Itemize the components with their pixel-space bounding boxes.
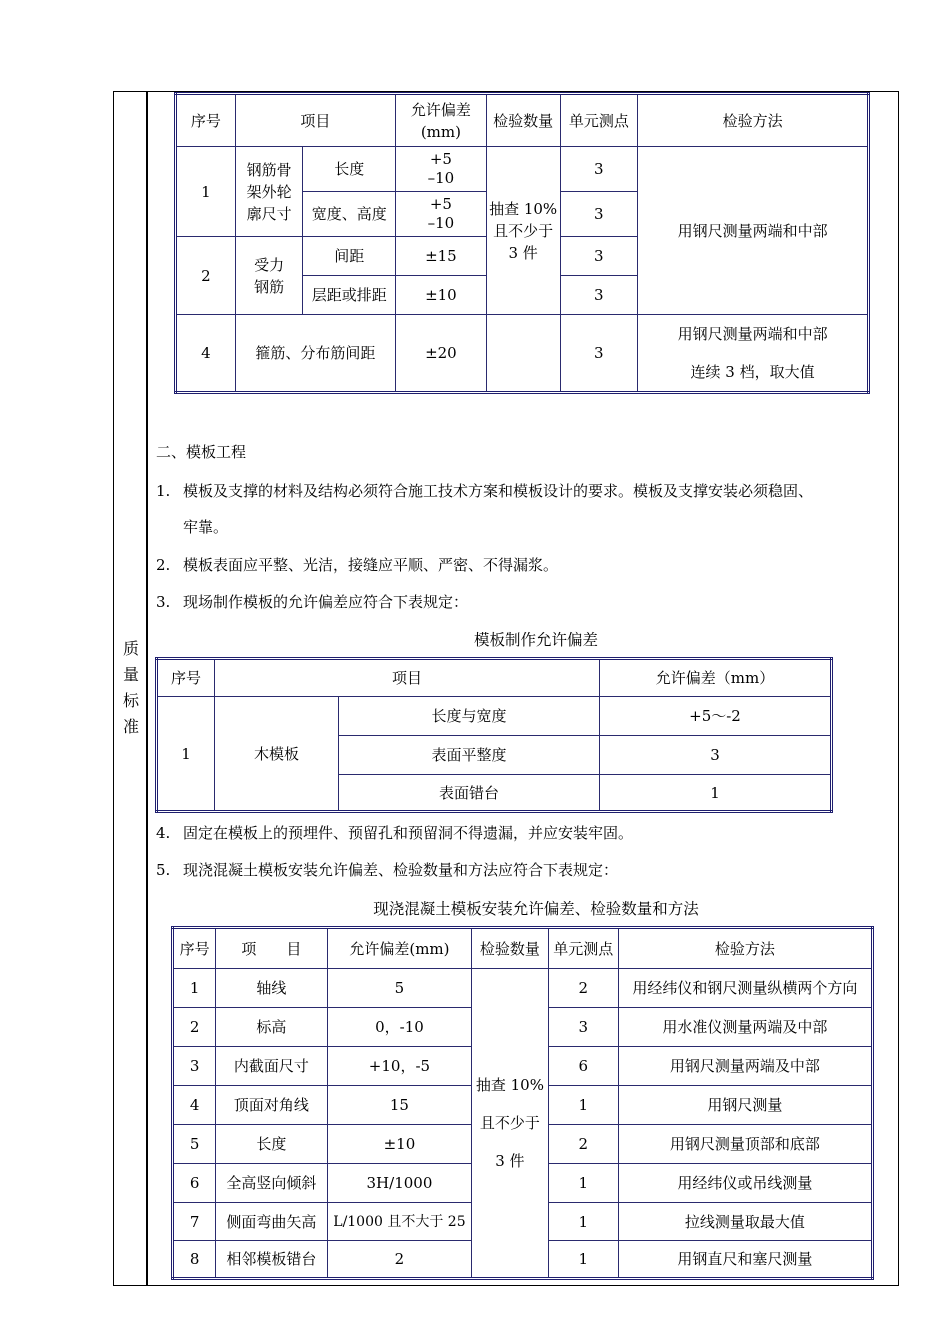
paragraph-4: 固定在模板上的预埋件、预留孔和预留洞不得遗漏，并应安装牢固。: [183, 824, 634, 842]
item-number: 2.: [156, 556, 171, 574]
header-qty: 检验数量: [486, 94, 560, 147]
header-points: 单元测点: [560, 94, 638, 147]
paragraph-5: 现浇混凝土模板安装允许偏差、检验数量和方法应符合下表规定：: [183, 861, 619, 879]
row-no: 5: [173, 1125, 216, 1164]
row-no: 4: [176, 315, 236, 393]
paragraph-2: 模板表面应平整、光洁，接缝应平顺、严密、不得漏浆。: [183, 556, 559, 574]
row-tolerance: ±20: [396, 315, 487, 393]
row-tolerance: ±10: [327, 1125, 472, 1164]
row-item: 长度: [216, 1125, 327, 1164]
header-no: 序号: [173, 928, 216, 969]
header-no: 序号: [176, 94, 236, 147]
row-tolerance: L/1000 且不大于 25: [327, 1203, 472, 1241]
header-method: 检验方法: [638, 94, 869, 147]
table2-caption: 模板制作允许偏差: [473, 631, 598, 649]
row-points: 1: [548, 1241, 618, 1279]
item-number: 4.: [156, 824, 171, 842]
row-tolerance: +10，-5: [327, 1047, 472, 1086]
row-no: 1: [157, 697, 215, 812]
row-item: 全高竖向倾斜: [216, 1164, 327, 1203]
row-item: 间距: [303, 237, 396, 276]
row-points: 6: [548, 1047, 618, 1086]
row-item: 轴线: [216, 969, 327, 1008]
item-number: 5.: [156, 861, 171, 879]
row-points: 2: [548, 969, 618, 1008]
row-points: 3: [560, 192, 638, 237]
row-method: 用经纬仪和钢尺测量纵横两个方向: [618, 969, 872, 1008]
row-qty-empty: [486, 315, 560, 393]
row-tolerance: +5～-2: [600, 697, 832, 736]
row-tolerance: 3: [600, 736, 832, 775]
row-item: 层距或排距: [303, 276, 396, 315]
row-method: 用经纬仪或吊线测量: [618, 1164, 872, 1203]
row-item: 表面错台: [339, 775, 600, 812]
row-points: 1: [548, 1203, 618, 1241]
row-group: 钢筋骨 架外轮 廓尺寸: [235, 147, 303, 237]
row-points: 2: [548, 1125, 618, 1164]
row-tolerance: ±15: [396, 237, 487, 276]
row-item: 表面平整度: [339, 736, 600, 775]
header-tolerance: 允许偏差（mm）: [600, 659, 832, 697]
row-method: 用钢尺测量两端和中部 连续 3 档，取大值: [638, 315, 869, 393]
header-item: 项目: [215, 659, 600, 697]
row-item: 内截面尺寸: [216, 1047, 327, 1086]
row-points: 3: [560, 276, 638, 315]
formwork-installation-table: [171, 926, 874, 1280]
row-item: 标高: [216, 1008, 327, 1047]
row-group: 木模板: [215, 697, 339, 812]
row-no: 1: [173, 969, 216, 1008]
row-item: 侧面弯曲矢高: [216, 1203, 327, 1241]
row-tolerance: ±10: [396, 276, 487, 315]
row-no: 2: [173, 1008, 216, 1047]
row-tolerance: 15: [327, 1086, 472, 1125]
row-method: 用水准仪测量两端及中部: [618, 1008, 872, 1047]
row-points: 3: [548, 1008, 618, 1047]
row-method: 用钢尺测量: [618, 1086, 872, 1125]
row-no: 7: [173, 1203, 216, 1241]
row-points: 1: [548, 1164, 618, 1203]
row-no: 1: [176, 147, 236, 237]
item-number: 3.: [156, 593, 171, 611]
paragraph-3: 现场制作模板的允许偏差应符合下表规定：: [183, 593, 469, 611]
row-method: 用钢尺测量两端及中部: [618, 1047, 872, 1086]
header-tolerance: 允许偏差(mm): [327, 928, 472, 969]
item-number: 1.: [156, 482, 171, 500]
row-group: 受力 钢筋: [235, 237, 303, 315]
row-tolerance: 2: [327, 1241, 472, 1279]
row-no: 8: [173, 1241, 216, 1279]
row-tolerance: 5: [327, 969, 472, 1008]
row-points: 3: [560, 147, 638, 192]
row-no: 3: [173, 1047, 216, 1086]
row-item: 顶面对角线: [216, 1086, 327, 1125]
formwork-fabrication-table: [155, 657, 833, 813]
row-no: 6: [173, 1164, 216, 1203]
header-tolerance: 允许偏差 (mm): [396, 94, 487, 147]
side-label: 质 量 标 准: [122, 639, 139, 736]
row-item: 相邻模板错台: [216, 1241, 327, 1279]
row-item: 宽度、高度: [303, 192, 396, 237]
row-item: 长度与宽度: [339, 697, 600, 736]
section-title: 二、模板工程: [156, 443, 247, 461]
inspection-qty: 抽查 10% 且不少于 3 件: [486, 147, 560, 315]
header-method: 检验方法: [618, 928, 872, 969]
table3-caption: 现浇混凝土模板安装允许偏差、检验数量和方法: [373, 900, 699, 918]
header-item: 项 目: [216, 928, 327, 969]
paragraph-1: 模板及支撑的材料及结构必须符合施工技术方案和模板设计的要求。模板及支撑安装必须稳固、: [183, 482, 814, 500]
row-method: 用钢尺测量顶部和底部: [618, 1125, 872, 1164]
header-points: 单元测点: [548, 928, 618, 969]
row-item: 箍筋、分布筋间距: [235, 315, 395, 393]
row-item: 长度: [303, 147, 396, 192]
header-item: 项目: [235, 94, 395, 147]
row-method: 拉线测量取最大值: [618, 1203, 872, 1241]
row-no: 4: [173, 1086, 216, 1125]
row-method: 用钢直尺和塞尺测量: [618, 1241, 872, 1279]
row-points: 1: [548, 1086, 618, 1125]
row-points: 3: [560, 237, 638, 276]
row-no: 2: [176, 237, 236, 315]
row-tolerance: +5 –10: [396, 192, 487, 237]
row-tolerance: +5 –10: [396, 147, 487, 192]
header-no: 序号: [157, 659, 215, 697]
inspection-method: 用钢尺测量两端和中部: [638, 147, 869, 315]
row-points: 3: [560, 315, 638, 393]
inspection-qty: 抽查 10% 且不少于 3 件: [472, 969, 548, 1279]
row-tolerance: 3H/1000: [327, 1164, 472, 1203]
row-tolerance: 1: [600, 775, 832, 812]
row-tolerance: 0，-10: [327, 1008, 472, 1047]
header-qty: 检验数量: [472, 928, 548, 969]
rebar-tolerance-table: [174, 92, 870, 394]
paragraph-1-cont: 牢靠。: [183, 518, 229, 536]
